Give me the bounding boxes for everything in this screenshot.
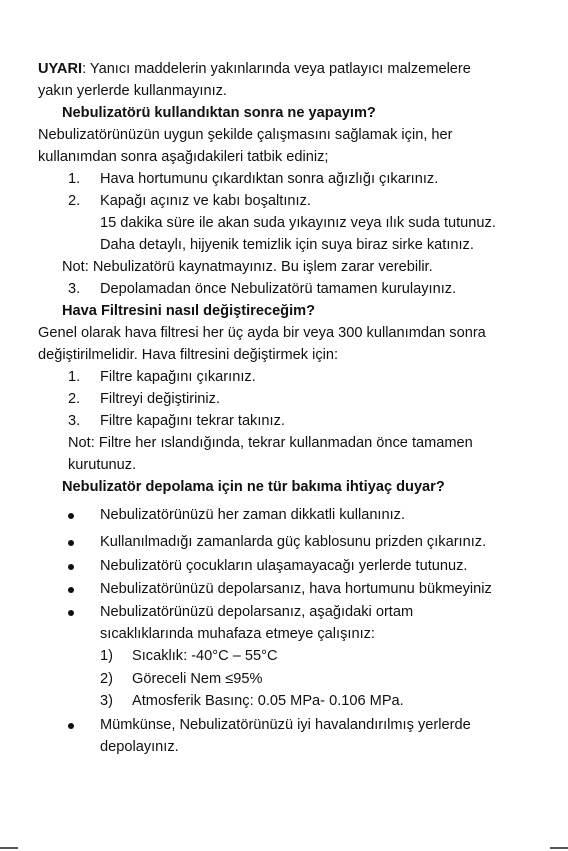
after-use-step-2-number: 2. [68,193,81,209]
after-use-intro-1: Nebulizatörünüzün uygun şekilde çalışmasını sağlamak için, her [38,127,453,143]
page-edge-mark-right [550,847,568,849]
storage-bullet-4: Nebulizatörünüzü depolarsanız, hava hortumunu bükmeyiniz [100,581,492,597]
warning-label: UYARI [38,61,83,77]
filter-note-1: Not: Filtre her ıslandığında, tekrar kullanmadan önce tamamen [68,435,473,451]
after-use-note: Not: Nebulizatörü kaynatmayınız. Bu işlem zarar verebilir. [62,259,433,275]
storage-last-bullet-2: depolayınız. [100,739,179,755]
filter-step-3: Filtre kapağını tekrar takınız. [100,413,285,429]
condition-1-number: 1) [100,648,113,664]
filter-step-1: Filtre kapağını çıkarınız. [100,369,256,385]
bullet-icon [68,723,74,729]
condition-pressure: Atmosferik Basınç: 0.05 MPa- 0.106 MPa. [132,693,404,709]
filter-step-2-number: 2. [68,391,81,407]
storage-bullet-5-cont: sıcaklıklarında muhafaza etmeye çalışınız: [100,626,375,642]
filter-step-3-number: 3. [68,413,81,429]
condition-3-number: 3) [100,693,113,709]
storage-bullet-3: Nebulizatörü çocukların ulaşamayacağı yerlerde tutunuz. [100,558,468,574]
warning-text: : Yanıcı maddelerin yakınlarında veya patlayıcı malzemelere [82,61,471,77]
after-use-step-2: Kapağı açınız ve kabı boşaltınız. [100,193,311,209]
bullet-icon [68,513,74,519]
after-use-heading: Nebulizatörü kullandıktan sonra ne yapayım? [62,105,376,121]
after-use-step-1-number: 1. [68,171,81,187]
after-use-step-2-cont-2: Daha detaylı, hijyenik temizlik için suya biraz sirke katınız. [100,237,474,253]
storage-last-bullet-1: Mümkünse, Nebulizatörünüzü iyi havalandırılmış yerlerde [100,717,471,733]
condition-humidity: Göreceli Nem ≤95% [132,671,263,687]
after-use-step-3-number: 3. [68,281,81,297]
bullet-icon [68,564,74,570]
bullet-icon [68,587,74,593]
warning-line-1 [38,60,471,78]
storage-bullet-1: Nebulizatörünüzü her zaman dikkatli kullanınız. [100,507,406,523]
storage-bullet-5: Nebulizatörünüzü depolarsanız, aşağıdaki ortam [100,604,414,620]
filter-step-2: Filtreyi değiştiriniz. [100,391,221,407]
filter-note-2: kurutunuz. [68,457,137,473]
storage-bullet-2: Kullanılmadığı zamanlarda güç kablosunu prizden çıkarınız. [100,534,487,550]
filter-heading: Hava Filtresini nasıl değiştireceğim? [62,303,316,319]
condition-2-number: 2) [100,671,113,687]
bullet-icon [68,540,74,546]
after-use-step-3: Depolamadan önce Nebulizatörü tamamen kurulayınız. [100,281,457,297]
filter-intro-2: değiştirilmelidir. Hava filtresini değiştirmek için: [38,347,339,363]
after-use-intro-2: kullanımdan sonra aşağıdakileri tatbik ediniz; [38,149,329,165]
storage-heading: Nebulizatör depolama için ne tür bakıma ihtiyaç duyar? [62,479,445,495]
after-use-step-1: Hava hortumunu çıkardıktan sonra ağızlığı çıkarınız. [100,171,439,187]
condition-temperature: Sıcaklık: -40°C – 55°C [132,648,278,664]
page-edge-mark-left [0,847,18,849]
after-use-step-2-cont-1: 15 dakika süre ile akan suda yıkayınız veya ılık suda tutunuz. [100,215,496,231]
filter-step-1-number: 1. [68,369,81,385]
bullet-icon [68,610,74,616]
filter-intro-1: Genel olarak hava filtresi her üç ayda bir veya 300 kullanımdan sonra [38,325,486,341]
warning-line-2: yakın yerlerde kullanmayınız. [38,83,227,99]
